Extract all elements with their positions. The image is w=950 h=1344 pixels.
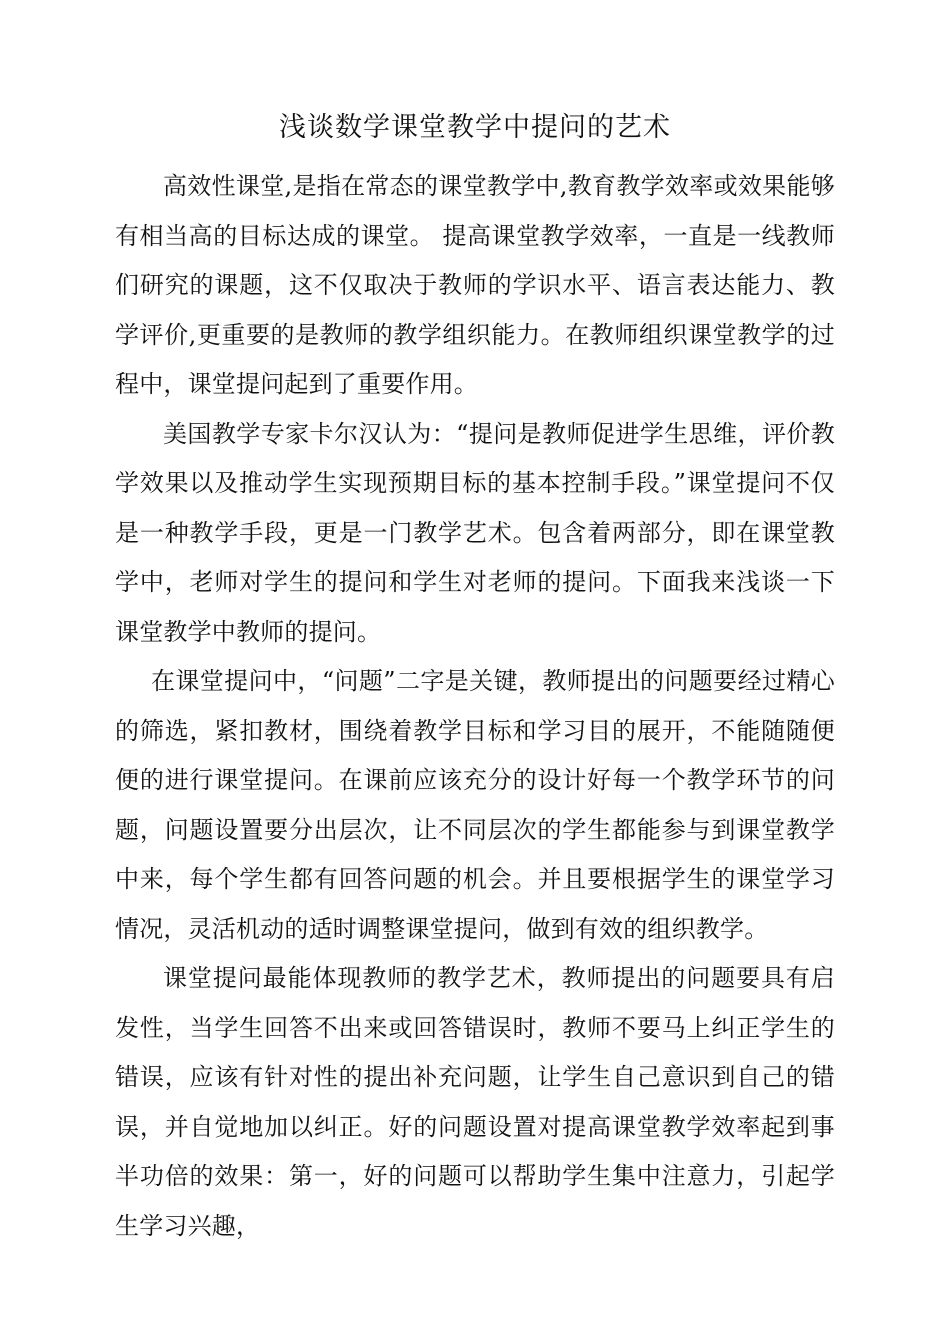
paragraph-3: 在课堂提问中，“问题”二字是关键，教师提出的问题要经过精心的筛选，紧扣教材，围绕着教学目标和学习目的展开，不能随随便便的进行课堂提问。在课前应该充分的设计好每一个教学环节的问题，问题设置要分出层次，让不同层次的学生都能参与到课堂教学中来，每个学生都有回答问题的机会。并且要根据学生的课堂学习情况，灵活机动的适时调整课堂提问，做到有效的组织教学。 [115, 667, 835, 943]
document-body [115, 162, 835, 1251]
paragraph-1: 高效性课堂,是指在常态的课堂教学中,教育教学效率或效果能够有相当高的目标达成的课堂。 提高课堂教学效率，一直是一线教师们研究的课题，这不仅取决于教师的学识水平、语言表达能力、教学评价,更重要的是教师的教学组织能力。在教师组织课堂教学的过程中，课堂提问起到了重要作用。 [115, 172, 835, 398]
document-title: 浅谈数学课堂教学中提问的艺术 [279, 112, 671, 143]
paragraph-2: 美国教学专家卡尔汉认为：“提问是教师促进学生思维，评价教学效果以及推动学生实现预期目标的基本控制手段。”课堂提问不仅是一种教学手段，更是一门教学艺术。包含着两部分，即在课堂教学中，老师对学生的提问和学生对老师的提问。下面我来浅谈一下课堂教学中教师的提问。 [115, 419, 835, 646]
paragraph-4: 课堂提问最能体现教师的教学艺术，教师提出的问题要具有启发性，当学生回答不出来或回答错误时，教师不要马上纠正学生的错误，应该有针对性的提出补充问题，让学生自己意识到自己的错误，并自觉地加以纠正。好的问题设置对提高课堂教学效率起到事半功倍的效果：第一，好的问题可以帮助学生集中注意力，引起学生学习兴趣， [115, 964, 835, 1240]
